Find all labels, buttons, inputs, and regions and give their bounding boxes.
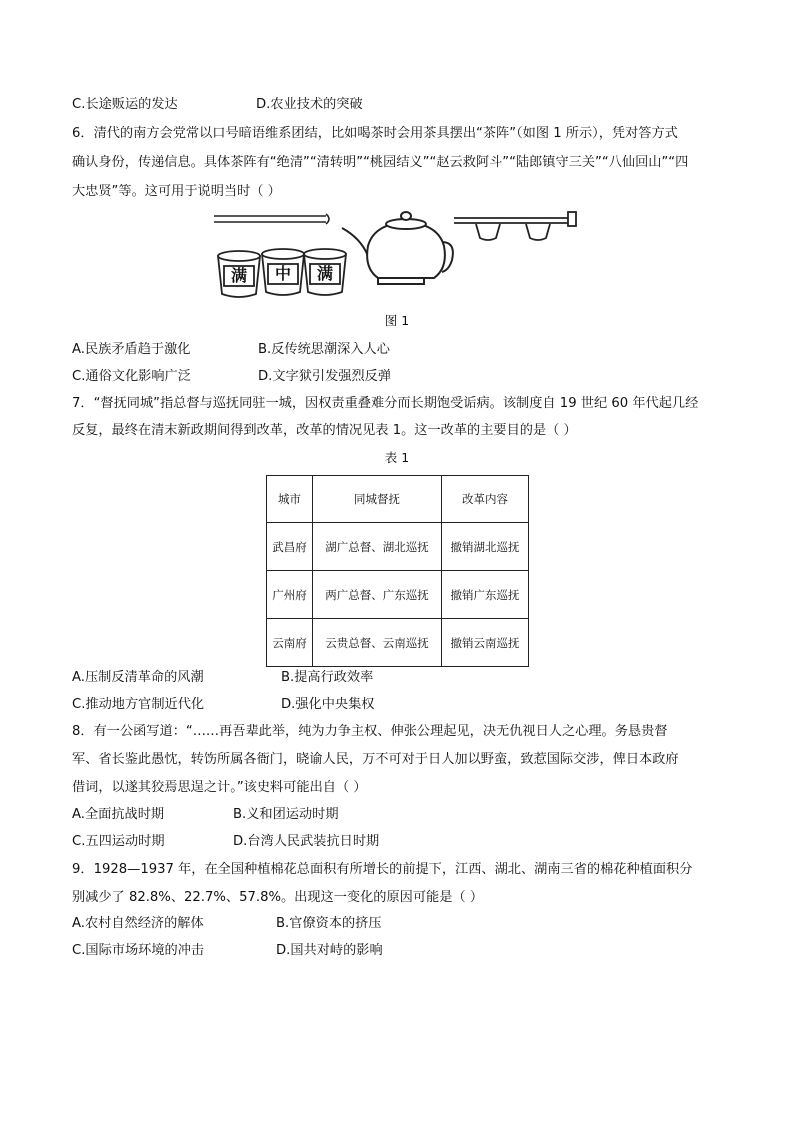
q7-option-b: B.提高行政效率: [281, 670, 374, 685]
table-row: [267, 571, 529, 619]
q5-option-c: C.长途贩运的发达: [72, 97, 178, 112]
table-header-cell: 城市: [267, 476, 313, 523]
chopsticks-icon: [214, 214, 329, 224]
table-cell: 撤销湖北巡抚: [442, 523, 529, 571]
table-header-cell: 同城督抚: [313, 476, 442, 523]
q6-stem-line-2: 确认身份，传递信息。具体茶阵有“绝清”“清转明”“桃园结义”“赵云救阿斗”“陆郎镇守三关”“八仙回山”“四: [72, 155, 689, 170]
cup-char-2: 中: [274, 264, 292, 283]
tea-rack-icon: [454, 212, 576, 240]
q6-option-d: D.文字狱引发强烈反弹: [258, 369, 392, 384]
q8-stem-line-3: 借词，以遂其狡焉思逞之计。”该史料可能出自（ ）: [72, 780, 367, 795]
table-1-caption: 表 1: [384, 450, 410, 465]
table-header-cell: 改革内容: [442, 476, 529, 523]
cup-char-1: 满: [230, 266, 248, 285]
table-row: [267, 619, 529, 667]
q8-stem-line-2: 军、省长鉴此愚忱，转饬所属各衙门，晓谕人民，万不可对于日人加以野蛮，致惹国际交涉，俾日本政府: [72, 752, 679, 767]
q6-option-a: A.民族矛盾趋于激化: [72, 342, 191, 357]
figure-1-caption: 图 1: [384, 313, 410, 328]
table-cell: 湖广总督、湖北巡抚: [313, 523, 442, 571]
q8-option-b: B.义和团运动时期: [233, 807, 339, 822]
cup-char-3: 满: [316, 264, 334, 283]
table-cell: 广州府: [267, 571, 313, 619]
table-cell: 云南府: [267, 619, 313, 667]
q9-option-d: D.国共对峙的影响: [276, 943, 383, 958]
q9-option-c: C.国际市场环境的冲击: [72, 943, 205, 958]
q8-option-a: A.全面抗战时期: [72, 807, 165, 822]
table-cell: 武昌府: [267, 523, 313, 571]
q6-option-b: B.反传统思潮深入人心: [258, 342, 390, 357]
table-cell: 撤销广东巡抚: [442, 571, 529, 619]
q7-stem-line-1: 7．“督抚同城”指总督与巡抚同驻一城，因权责重叠难分而长期饱受诟病。该制度自 19 世纪 60 年代起几经: [72, 396, 699, 411]
q9-option-a: A.农村自然经济的解体: [72, 916, 204, 931]
table-cell: 两广总督、广东巡抚: [313, 571, 442, 619]
q5-option-d: D.农业技术的突破: [256, 97, 363, 112]
q7-option-c: C.推动地方官制近代化: [72, 697, 205, 712]
reform-table: [266, 475, 529, 667]
q7-option-a: A.压制反清革命的风潮: [72, 670, 204, 685]
q6-stem-line-3: 大忠贤”等。这可用于说明当时（ ）: [72, 184, 281, 199]
q9-option-b: B.官僚资本的挤压: [276, 916, 382, 931]
q9-stem-line-2: 别减少了 82.8%、22.7%、57.8%。出现这一变化的原因可能是（ ）: [72, 890, 483, 905]
table-cell: 撤销云南巡抚: [442, 619, 529, 667]
table-row: [267, 523, 529, 571]
q8-option-d: D.台湾人民武装抗日时期: [233, 834, 380, 849]
teapot-icon: [342, 212, 453, 284]
tea-formation-figure: [208, 206, 588, 310]
table-header-row: [267, 476, 529, 523]
q8-stem-line-1: 8．有一公函写道：“……再吾辈此举，纯为力争主权、伸张公理起见，决无仇视日人之心理。务恳贵督: [72, 724, 668, 739]
q7-option-d: D.强化中央集权: [281, 697, 375, 712]
q8-option-c: C.五四运动时期: [72, 834, 165, 849]
q6-option-c: C.通俗文化影响广泛: [72, 369, 191, 384]
table-cell: 云贵总督、云南巡抚: [313, 619, 442, 667]
q9-stem-line-1: 9．1928—1937 年，在全国种植棉花总面积有所增长的前提下，江西、湖北、湖南三省的棉花种植面积分: [72, 862, 693, 877]
q6-stem-line-1: 6．清代的南方会党常以口号暗语维系团结，比如喝茶时会用茶具摆出“茶阵”（如图 1 所示），凭对答方式: [72, 126, 678, 141]
q7-stem-line-2: 反复，最终在清末新政期间得到改革，改革的情况见表 1。这一改革的主要目的是（ ）: [72, 423, 577, 438]
